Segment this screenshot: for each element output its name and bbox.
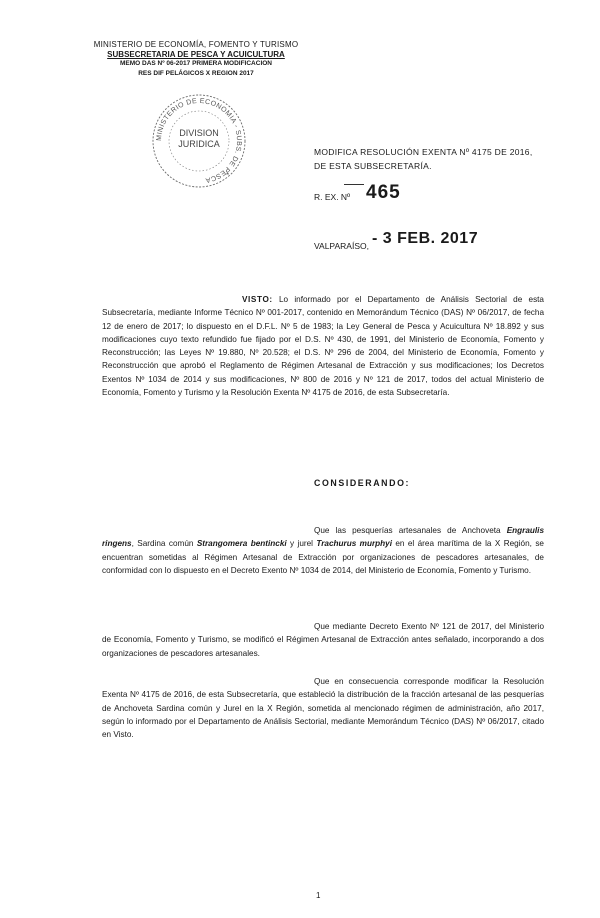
division-stamp xyxy=(148,90,250,192)
considerando-heading: CONSIDERANDO: xyxy=(314,478,411,488)
resolution-reference: RES DIF PELÁGICOS X REGION 2017 xyxy=(138,69,254,77)
p1-text-e: y jurel xyxy=(290,539,313,549)
resolution-date: - 3 FEB. 2017 xyxy=(372,230,479,247)
memo-reference: MEMO DAS Nº 06-2017 PRIMERA MODIFICACION xyxy=(119,60,272,67)
stamp-ring-text: MINISTERIO DE ECONOMIA - SUBS. DE PESCA xyxy=(155,97,243,184)
resolution-subject xyxy=(314,145,533,173)
p1-text-a: Que las pesquerías artesanales de Anchoveta xyxy=(314,526,501,535)
place: VALPARAÍSO, xyxy=(314,241,369,251)
stamp-star-icon: * xyxy=(226,171,230,180)
visto-paragraph xyxy=(102,293,544,399)
visto-text: Lo informado por el Departamento de Análisis Sectorial de esta Subsecretaría, mediante Informe Técnico Nº 001-2017, contenido en Memorándum Técnico (DAS) Nº 06/2017, de fecha 12 de enero de 2017; lo dispuesto en el D.F.L. Nº 5 de 1983; la Ley General de Pesca y Acuicultura Nº 18.892 y sus modificaciones cuyo texto refundido fue fijado por el D.S. Nº 430, de 1991, del Ministerio de Economía, Fomento y Reconstrucción; las Leyes Nº 19.880, Nº 20.528; el D.S. Nº 296 de 2004, del Ministerio de Economía, Fomento y Reconstrucción que aprobó el Reglamento de Régimen Artesanal de Extracción y sus modificaciones; los Decretos Exentos Nº 1034 de 2014 y sus modificaciones, Nº 800 de 2016 y Nº 121 de 2017, todos del actual Ministerio de Economía, Fomento y Turismo y la Resolución Exenta Nº 4175 de 2016, de esta Subsecretaría. xyxy=(102,295,544,398)
undersecretariat-name: SUBSECRETARIA DE PESCA Y ACUICULTURA xyxy=(107,49,285,59)
species-sardina: Strangomera bentincki xyxy=(196,539,287,549)
resolution-label: R. EX. Nº xyxy=(314,192,351,202)
stamp-line2: JURIDICA xyxy=(178,139,220,149)
page-number: 1 xyxy=(316,891,321,900)
p1-text-g: en el área marítima de la X Región, se encuentran sometidas al Régimen Artesanal de Extracción por organizaciones de pescadores artesanales, de conformidad con lo dispuesto en el Decreto Exento Nº 1034 de 2014, del Ministerio de Economía, Fomento y Turismo. xyxy=(102,539,544,575)
ministry-name: MINISTERIO DE ECONOMÍA, FOMENTO Y TURISMO xyxy=(93,40,299,49)
p1-text-c: , Sardina común xyxy=(131,539,194,549)
visto-label: VISTO: xyxy=(242,295,273,304)
species-jurel: Trachurus murphyi xyxy=(316,539,392,549)
considerando-paragraph-3: Que en consecuencia corresponde modificar la Resolución Exenta Nº 4175 de 2016, de esta Subsecretaría, que estableció la distribución de la fracción artesanal de las pesquerías de Anchoveta Sardina común y Jurel en la X Región, sometida al mencionado régimen de administración, año 2017, según lo informado por el Departamento de Análisis Sectorial, mediante Memorándum Técnico (DAS) Nº 06/2017, citado en Visto. xyxy=(102,677,544,740)
resolution-number-block xyxy=(314,182,401,203)
species-anchoveta: Engraulis ringens xyxy=(102,526,544,549)
letterhead xyxy=(86,40,306,78)
considerando-paragraph-2: Que mediante Decreto Exento Nº 121 de 2017, del Ministerio de Economía, Fomento y Turismo, se modificó el Régimen Artesanal de Extracción antes señalado, incorporando a dos organizaciones de pescadores artesanales. xyxy=(102,622,544,658)
subject-line2: DE ESTA SUBSECRETARÍA. xyxy=(314,161,432,171)
subject-line1: MODIFICA RESOLUCIÓN EXENTA Nº 4175 DE 2016, xyxy=(314,147,533,157)
considerando-paragraph-1 xyxy=(102,524,544,577)
resolution-number: 465 xyxy=(366,182,401,203)
number-stroke xyxy=(344,184,364,185)
stamp-line1: DIVISION xyxy=(179,128,219,138)
